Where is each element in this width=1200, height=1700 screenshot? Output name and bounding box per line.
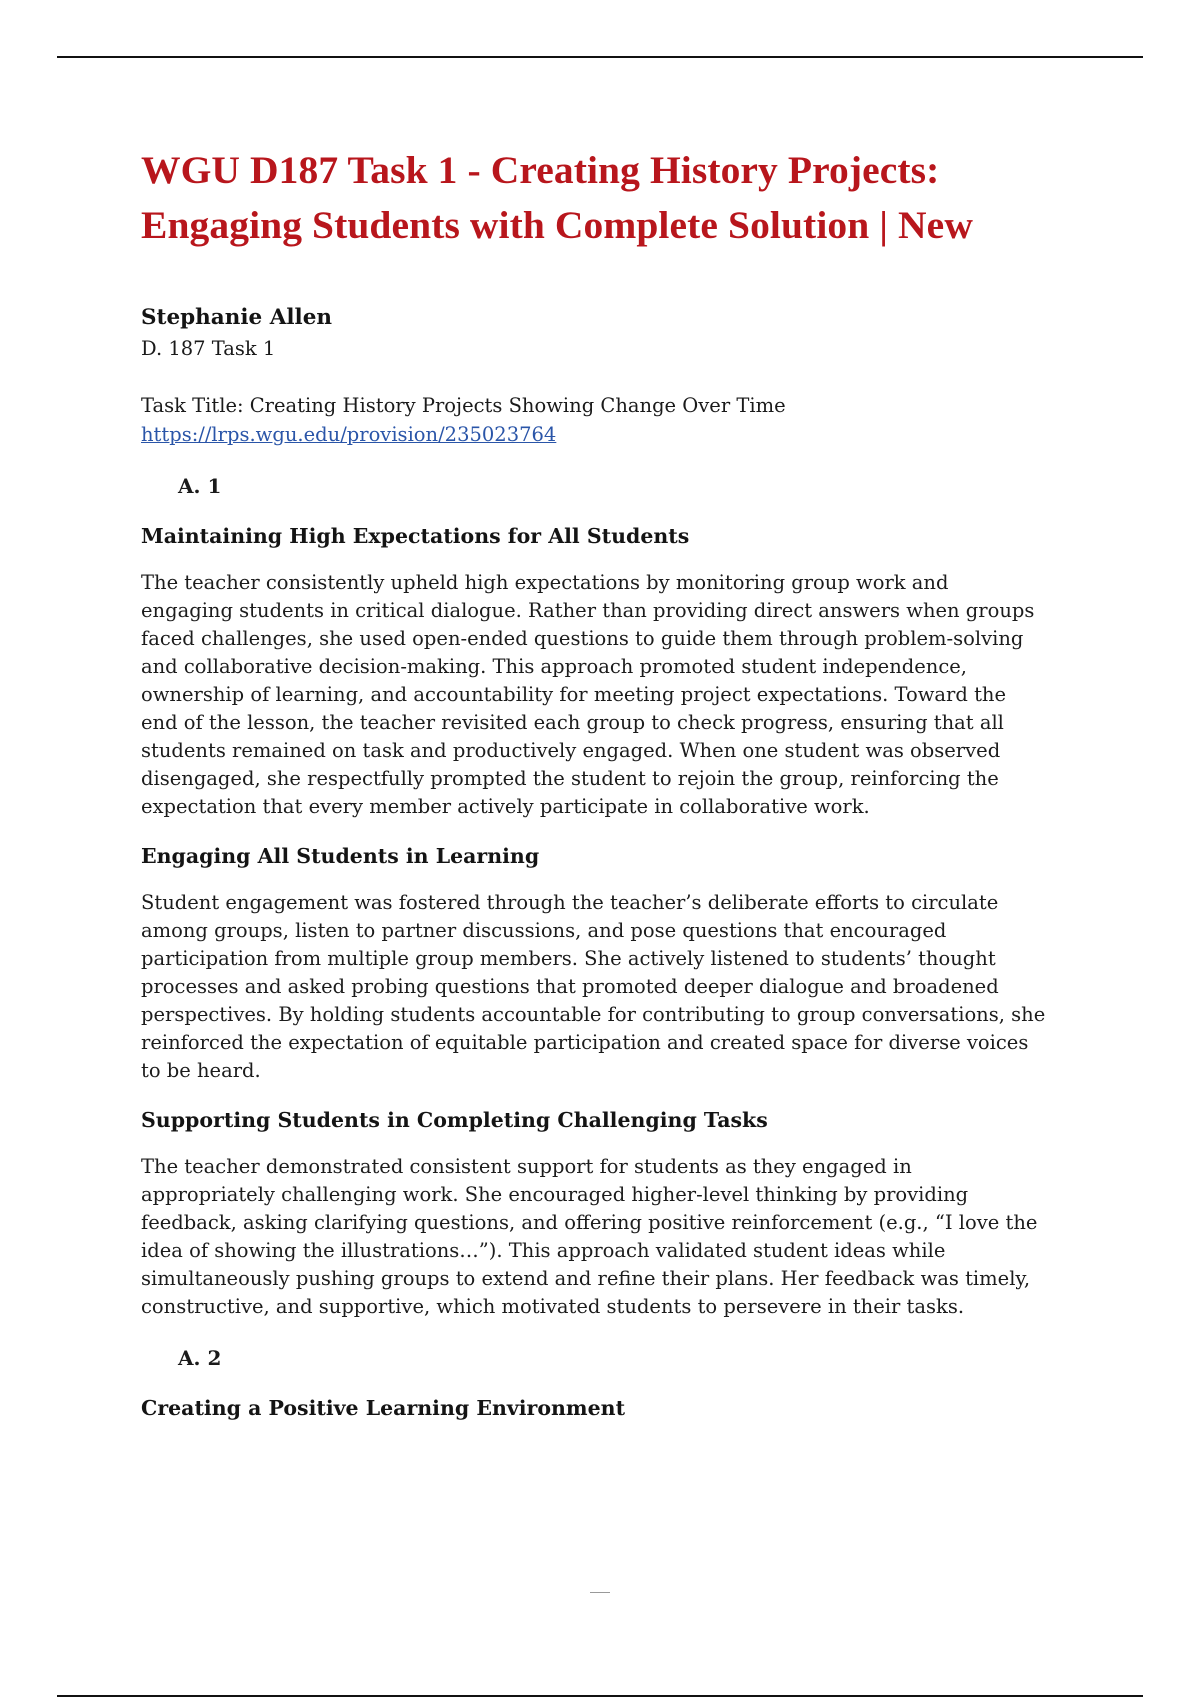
section-paragraph-challenging-tasks: The teacher demonstrated consistent support for students as they engaged in appropriately challenging work. She encouraged higher-level thinking by providing feedback, asking clarifying questions, and offering positive reinforcement (e.g., “I love the idea of showing the illustrations…”). This approach validated student ideas while simultaneously pushing groups to extend and refine their plans. Her feedback was timely, constructive, and supportive, which motivated students to persevere in their tasks.	[141, 1155, 1038, 1318]
section-paragraph-high-expectations: The teacher consistently upheld high expectations by monitoring group work and engaging students in critical dialogue. Rather than providing direct answers when groups faced challenges, she used open-ended questions to guide them through problem-solving and collaborative decision-making. This approach promoted student independence, ownership of learning, and accountability for meeting project expectations. Toward the end of the lesson, the teacher revisited each group to check progress, ensuring that all students remained on task and productively engaged. When one student was observed disengaged, she respectfully prompted the student to rejoin the group, reinforcing the expectation that every member actively participate in collaborative work.	[141, 571, 1035, 818]
page-footer-mark	[590, 1592, 610, 1593]
task-code: D. 187 Task 1	[141, 337, 276, 360]
subsection-label-a2: A. 2	[178, 1346, 222, 1370]
subsection-label-a1: A. 1	[178, 474, 222, 498]
top-rule	[57, 56, 1143, 58]
section-paragraph-engaging-students: Student engagement was fostered through the teacher’s deliberate efforts to circulate among groups, listen to partner discussions, and pose questions that encouraged participation from multiple group members. She actively listened to students’ thought processes and asked probing questions that promoted deeper dialogue and broadened perspectives. By holding students accountable for contributing to group conversations, she reinforced the expectation of equitable participation and created space for diverse voices to be heard.	[141, 891, 1046, 1082]
author-name: Stephanie Allen	[141, 305, 333, 330]
document-title: WGU D187 Task 1 - Creating History Projects: Engaging Students with Complete Solution | New	[141, 148, 973, 247]
section-heading-positive-environment: Creating a Positive Learning Environment	[141, 1396, 626, 1420]
document-body	[141, 143, 1046, 1423]
task-link[interactable]: https://lrps.wgu.edu/provision/235023764	[141, 423, 557, 446]
section-heading-engaging-students: Engaging All Students in Learning	[141, 844, 540, 868]
section-heading-challenging-tasks: Supporting Students in Completing Challenging Tasks	[141, 1108, 768, 1132]
bottom-rule	[57, 1695, 1143, 1697]
section-heading-high-expectations: Maintaining High Expectations for All Students	[141, 524, 690, 548]
task-title: Task Title: Creating History Projects Showing Change Over Time	[141, 394, 786, 417]
